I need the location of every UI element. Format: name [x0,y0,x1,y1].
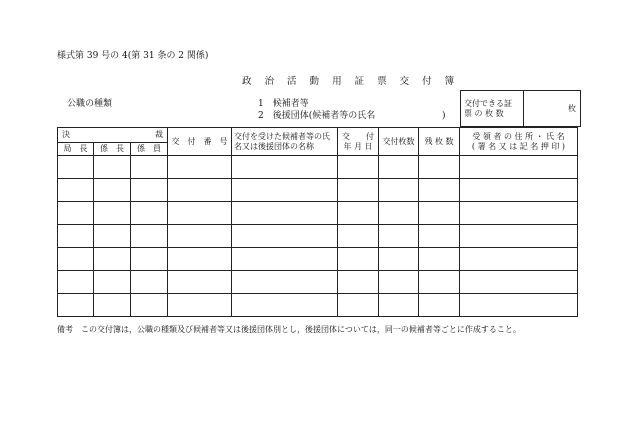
recipient-header [232,128,338,156]
table-row [58,202,578,225]
issue-date-line2: 年 月 日 [343,141,373,151]
issuable-count-box [460,90,581,127]
office-type-label: 公職の種類 [67,99,113,109]
receiver-header [460,128,578,156]
table-row [58,179,578,202]
decision-left: 決 [62,130,70,139]
receiver-header-line1: 受 領 者 の 住 所 ・ 氏 名 [472,131,565,141]
recipient-header-line1: 交付を受けた候補者等の氏 [234,131,330,141]
staff-header: 係 員 [131,143,168,156]
form-number: 様式第 39 号の 4(第 31 条の 2 関係) [57,51,209,61]
issue-number-header: 交 付 番 号 [168,128,232,156]
issuable-label-line1: 交付できる証 [464,98,512,108]
bureau-chief-header: 局 長 [58,143,94,156]
page-title: 政 治 活 動 用 証 票 交 付 簿 [242,76,460,87]
option-support-group: 2 後援団体(候補者等の氏名 [258,111,376,121]
issuable-unit: 枚 [568,103,576,113]
issued-count-header: 交付枚数 [379,128,419,156]
issuable-label-line2: 票 の 枚 数 [464,108,504,118]
header-row-1 [58,128,578,143]
issuable-label-cell [461,91,524,127]
decision-header [58,128,168,143]
issue-date-line1: 交 付 [342,131,374,141]
decision-right: 裁 [155,130,163,139]
issue-date-header [338,128,379,156]
remaining-count-header: 残 枚 数 [419,128,460,156]
section-chief-header: 係 長 [94,143,131,156]
table-row [58,225,578,248]
ledger-table [57,127,578,317]
table-row [58,248,578,271]
note: 備考 この交付簿は，公職の種類及び候補者等又は後援団体別とし，後援団体については，同一の候補者等ごとに作成すること。 [57,325,521,334]
recipient-header-line2: 名又は後援団体の名称 [234,141,314,151]
table-row [58,294,578,317]
receiver-header-line2: ( 署 名 又 は 記 名 押 印 ) [471,141,566,151]
table-row [58,156,578,179]
option-candidate: 1 候補者等 [258,99,309,109]
table-row [58,271,578,294]
issuable-value-cell [524,91,581,127]
option-support-group-close: ) [442,111,446,121]
